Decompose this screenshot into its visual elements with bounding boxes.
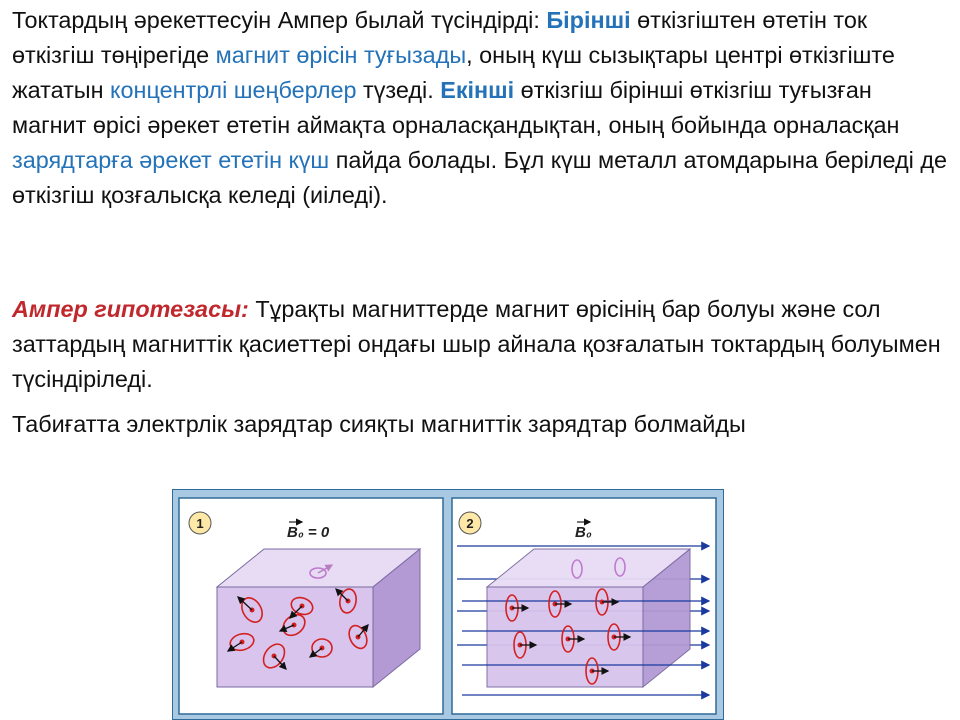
panel1-field-label: B₀ = 0 [287,524,330,541]
panel-with-field [452,498,716,714]
text-segment: өткізгіш бірінші өткізгіш туғызған магнит өрісі әрекет ететін аймақта орналасқандықтан, оның бойында орналасқан [12,77,900,138]
highlight-concentric-circles: концентрлі шеңберлер [110,77,357,103]
text-segment: түзеді. [356,77,441,103]
ampere-explanation-paragraph [12,3,952,213]
text-segment: пайда болады. Бұл күш металл атомдарына беріледі де өткізгіш қозғалысқа келеді (иіледі). [12,147,947,208]
highlight-force-on-charges: зарядтарға әрекет ететін күш [12,147,330,173]
ampere-currents-figure [172,489,724,720]
panel2-field-label: B₀ [575,524,592,541]
text-segment: өткізгіштен өтетін ток өткізгіш төңірегіде [12,7,868,68]
text-segment: Токтардың әрекеттесуін Ампер былай түсіндірді: [12,7,547,33]
hypothesis-text: Тұрақты магниттерде магнит өрісінің бар болуы және сол заттардың магниттік қасиеттері ондағы шыр айнала қозғалатын токтардың болуымен түсіндіріледі. [12,296,941,392]
panel-no-field [179,498,443,714]
text-segment: , оның күш сызықтары центрі өткізгіште жататын [12,42,895,103]
panel1-number: 1 [196,516,204,531]
highlight-magnetic-field: магнит өрісін туғызады [215,42,467,68]
highlight-first: Бірінші [546,7,631,33]
ampere-hypothesis-paragraph [12,292,952,397]
panel2-number: 2 [466,516,474,531]
hypothesis-label: Ампер гипотезасы: [12,296,249,322]
highlight-second: Екінші [440,77,515,103]
no-magnetic-charges-statement: Табиғатта электрлік зарядтар сияқты магниттік зарядтар болмайды [12,411,746,437]
